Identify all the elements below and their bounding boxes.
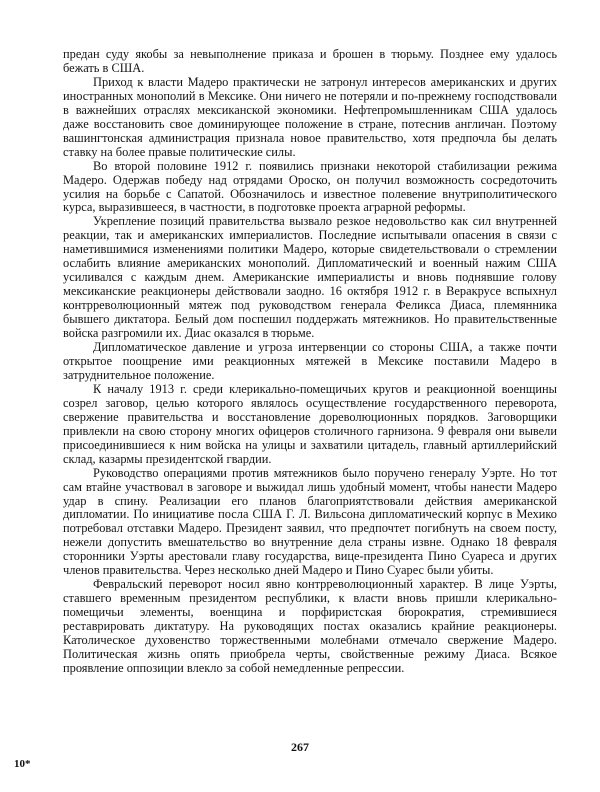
paragraph-1: предан суду якобы за невыполнение приказа и брошен в тюрьму. Позднее ему удалось бежать в США. bbox=[63, 47, 557, 75]
paragraph-6: К началу 1913 г. среди клерикально-помещичьих кругов и реакционной военщины созрел заговор, целью которого являлось осуществление государственного переворота, свержение правительства и восстановление дореволюционных порядков. Заговорщики привлекли на свою сторону многих офицеров столичного гарнизона. 9 февраля они вывели присоединившиеся к ним войска на улицы и захватили цитадель, главный артиллерийский склад, казармы президентской гвардии. bbox=[63, 381, 557, 466]
paragraph-3: Во второй половине 1912 г. появились признаки некоторой стабилизации режима Мадеро. Одержав победу над отрядами Ороско, он получил возможность сосредоточить усилия на борьбе с Сапатой. Обозначилось и известное полевение внутриполитического курса, выразившееся, в частности, в подготовке проекта аграрной реформы. bbox=[63, 158, 557, 215]
paragraph-5: Дипломатическое давление и угроза интервенции со стороны США, а также почти открытое поощрение ими реакционных мятежей в Мексике поставили Мадеро в затруднительное положение. bbox=[63, 340, 557, 382]
page-body bbox=[63, 48, 557, 676]
paragraph-2: Приход к власти Мадеро практически не затронул интересов американских и других иностранных монополий в Мексике. Они ничего не потеряли и по-прежнему господствовали в важнейших отраслях мексиканской экономики. Нефтепромышленникам США удалось даже восстановить свое доминирующее положение в стране, потеснив англичан. Поэтому вашингтонская администрация признала новое правительство, хотя предпочла бы делать ставку на более правые политические силы. bbox=[63, 74, 557, 159]
paragraph-4: Укрепление позиций правительства вызвало резкое недовольство как сил внутренней реакции, так и американских империалистов. Последние испытывали опасения в связи с наметившимися изменениями политики Мадеро, которые свидетельствовали о стремлении ослабить влияние американских монополий. Дипломатический и военный нажим США усиливался с каждым днем. Американские империалисты и вновь поднявшие голову мексиканские реакционеры действовали заодно. 16 октября 1912 г. в Веракрусе вспыхнул контрреволюционный мятеж под руководством генерала Феликса Диаса, племянника бывшего диктатора. Белый дом поспешил поддержать мятежников. Но правительственные войска разгромили их. Диас оказался в тюрьме. bbox=[63, 214, 557, 341]
paragraph-8: Февральский переворот носил явно контрреволюционный характер. В лице Уэрты, ставшего временным президентом республики, к власти вновь пришли клерикально-помещичьи элементы, военщина и порфиристская бюрократия, стремившиеся реставрировать диктатуру. На руководящих постах оказались крайние реакционеры. Католическое духовенство торжественными молебнами отмечало свержение Мадеро. Политическая жизнь опять приобрела черты, свойственные режиму Диаса. Всякое проявление оппозиции влекло за собой немедленные репрессии. bbox=[63, 577, 557, 675]
signature-mark: 10* bbox=[14, 758, 31, 770]
paragraph-7: Руководство операциями против мятежников было поручено генералу Уэрте. Но тот сам втайне участвовал в заговоре и выжидал лишь удобный момент, чтобы нанести Мадеро удар в спину. Реализации его планов благоприятствовали действия американской дипломатии. По инициативе посла США Г. Л. Вильсона дипломатический корпус в Мехико потребовал отставки Мадеро. Президент заявил, что предпочтет погибнуть на своем посту, нежели допустить вмешательство во внутренние дела страны извне. Однако 18 февраля сторонники Уэрты арестовали главу государства, вице-президента Пино Суареса и других членов правительства. Через несколько дней Мадеро и Пино Суарес были убиты. bbox=[63, 465, 557, 578]
page-number: 267 bbox=[291, 740, 309, 754]
